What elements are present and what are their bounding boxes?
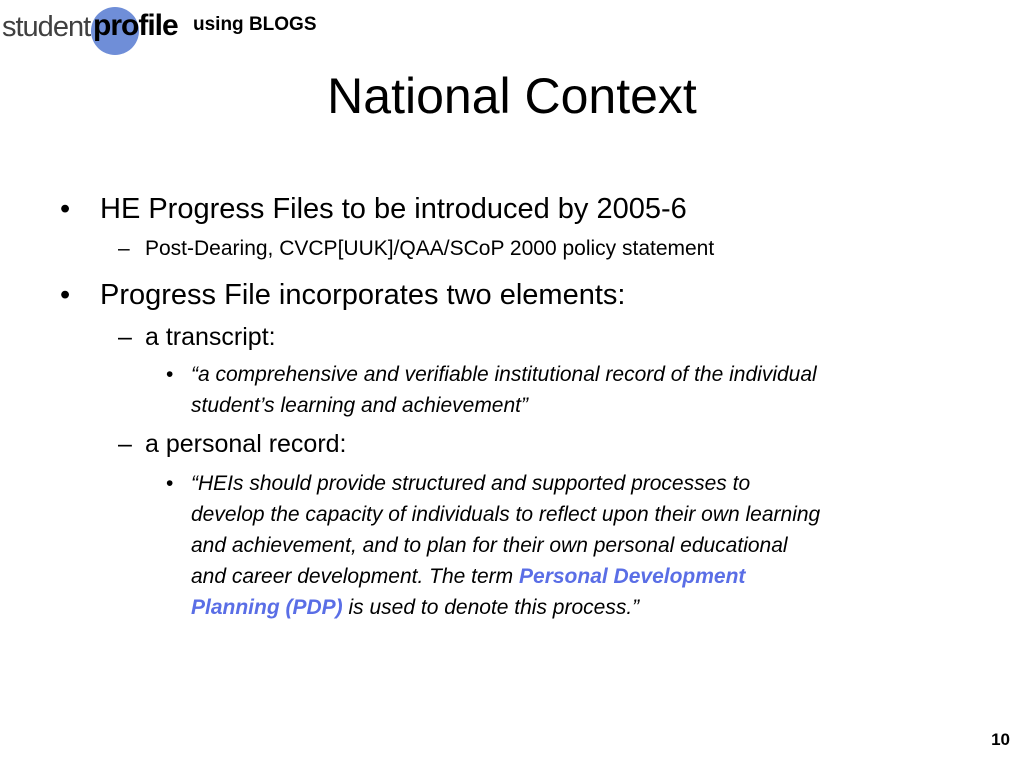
quote-line bbox=[191, 592, 971, 623]
dash-marker: – bbox=[118, 237, 130, 260]
bullet-marker: • bbox=[60, 193, 71, 225]
quote-line bbox=[191, 561, 971, 592]
slide-title: National Context bbox=[327, 68, 697, 124]
sub-bullet-text: a personal record: bbox=[145, 430, 347, 458]
quote-fragment: is used to denote this process.” bbox=[342, 596, 640, 619]
sub-bullet-text: a transcript: bbox=[145, 323, 276, 351]
quote-line: “HEIs should provide structured and supported processes to bbox=[191, 472, 751, 495]
quote-line: “a comprehensive and verifiable institutional record of the individual bbox=[191, 363, 817, 386]
pdp-term: Personal Development bbox=[519, 565, 746, 588]
bullet-marker: • bbox=[60, 279, 71, 311]
sub-bullet-text: Post-Dearing, CVCP[UUK]/QAA/SCoP 2000 policy statement bbox=[145, 237, 715, 260]
dash-marker: – bbox=[118, 323, 132, 351]
dash-marker: – bbox=[118, 430, 132, 458]
logo-text-student: student bbox=[2, 11, 91, 43]
page-number: 10 bbox=[991, 730, 1010, 749]
quote-line: and achievement, and to plan for their own personal educational bbox=[191, 534, 788, 557]
student-profile-logo bbox=[2, 2, 192, 54]
bullet-text: Progress File incorporates two elements: bbox=[100, 279, 626, 311]
quote-text bbox=[191, 468, 971, 623]
quote-line: develop the capacity of individuals to reflect upon their own learning bbox=[191, 503, 821, 526]
dot-marker: • bbox=[166, 472, 174, 495]
quote-text bbox=[191, 359, 971, 421]
pdp-term: Planning (PDP) bbox=[191, 596, 343, 619]
quote-fragment: and career development. The term bbox=[191, 565, 520, 588]
header-subtitle: using BLOGS bbox=[193, 14, 317, 35]
bullet-text: HE Progress Files to be introduced by 2005-6 bbox=[100, 193, 687, 225]
quote-line: student’s learning and achievement” bbox=[191, 394, 528, 417]
logo-text-profile: profile bbox=[93, 9, 178, 42]
dot-marker: • bbox=[166, 363, 174, 386]
